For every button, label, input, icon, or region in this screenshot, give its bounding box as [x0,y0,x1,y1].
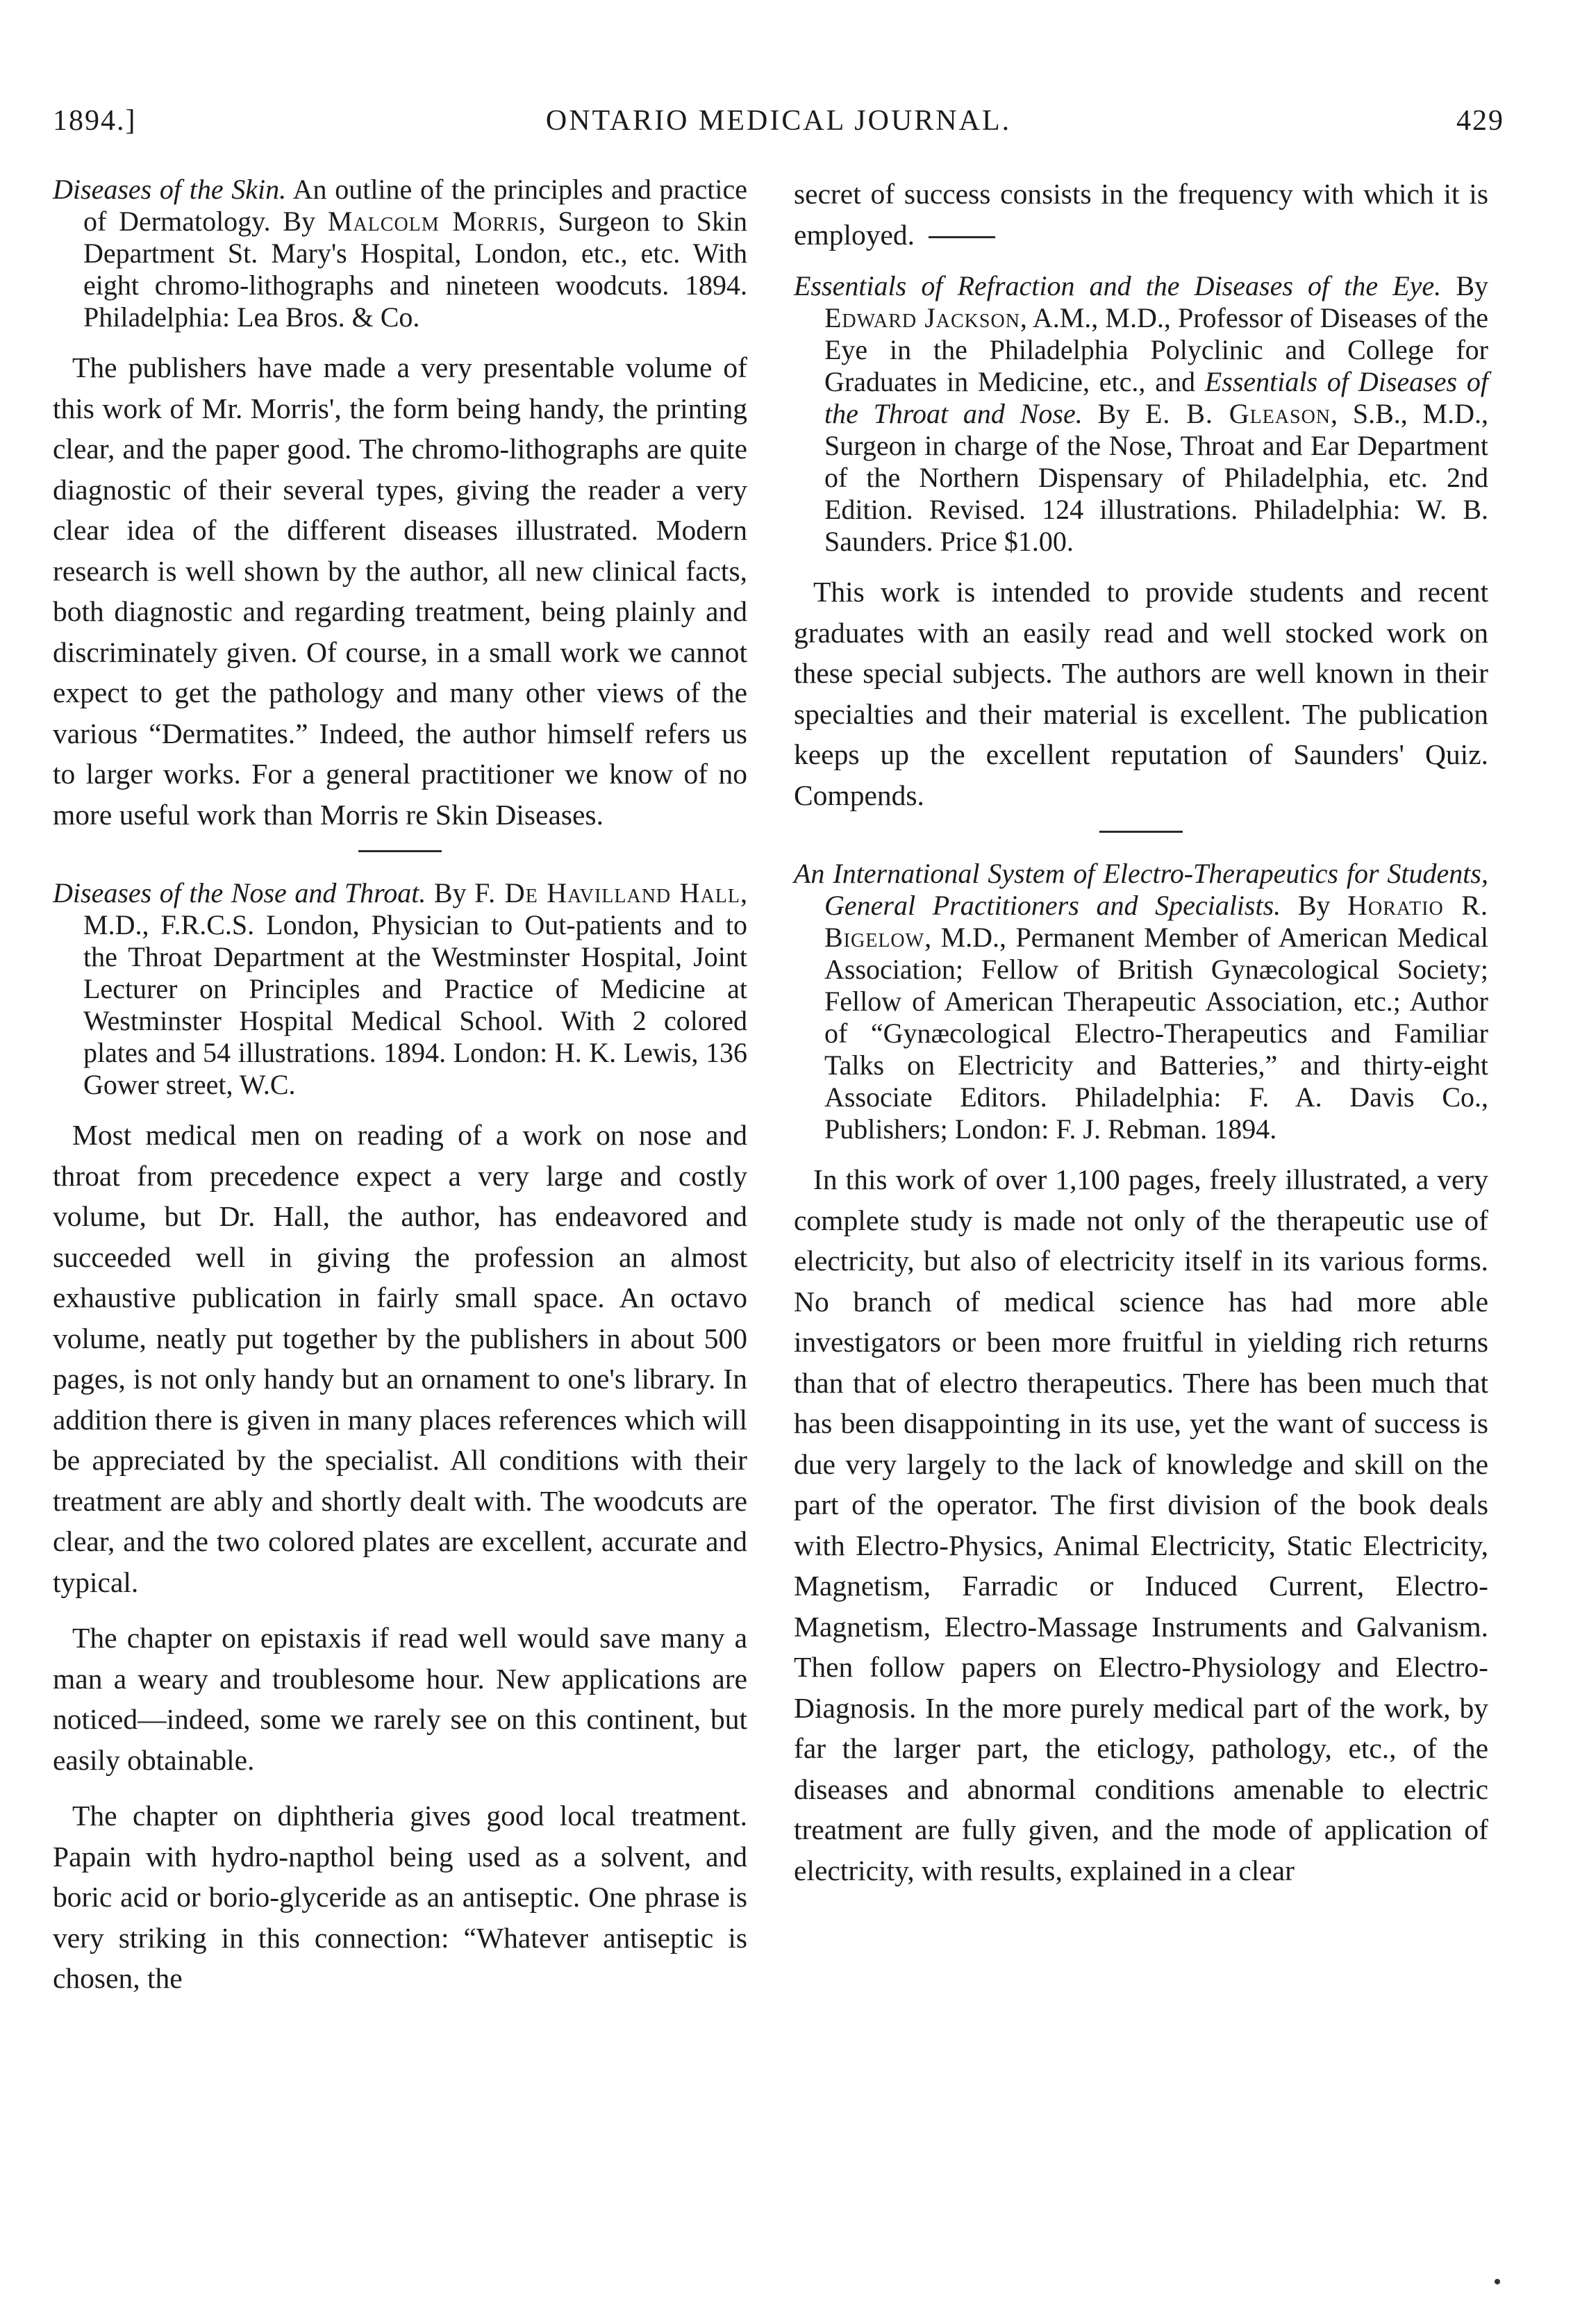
continued-text: secret of success consists in the frequency with which it is employed. [794,178,1488,251]
citation-text: , A.M., M.D., Professor of Diseases of the Eye in the Philadelphia Polyclinic and College for Graduates in Medicine, etc., and [824,302,1489,397]
citation-text: , S.B., M.D., Surgeon in charge of the Nose, Throat and Ear Department of the Northern Dispensary of Philadelphia, etc. 2nd Edition. Revised. 124 illustrations. Philadelphia: W. B. Saunders. Price $1.00. [824,398,1489,557]
review-paragraph: In this work of over 1,100 pages, freely illustrated, a very complete study is made not only of the therapeutic use of electricity, but also of electricity itself in its various forms. No branch of medical science has had more able investigators or been more fruitful in yielding rich returns than that of electro therapeutics. There has been much that has been disappointing in its use, yet the want of success is due very largely to the lack of knowledge and skill on the part of the operator. The first division of the book deals with Electro-Physics, Animal Electricity, Static Electricity, Magnetism, Farradic or Induced Current, Electro-Magnetism, Electro-Massage Instruments and Galvanism. Then follow papers on Electro-Physiology and Electro-Diagnosis. In the more purely medical part of the work, by far the larger part, the eticlogy, pathology, etc., of the diseases and abnormal conditions amenable to electric treatment are fully given, and the mode of application of electricity, with results, explained in a clear [794,1163,1488,1886]
citation-text: , M.D., F.R.C.S. London, Physician to Out-patients and to the Throat Department at the Westminster Hospital, Joint Lecturer on Principles and Practice of Medicine at Westminster Hospital Medical School. With 2 colored plates and 54 illustrations. 1894. London: H. K. Lewis, 136 Gower street, W.C. [83,877,747,1100]
review-paragraph: Most medical men on reading of a work on nose and throat from precedence expect a very large and costly volume, but Dr. Hall, the author, has endeavored and succeeded well in giving the profession an almost exhaustive publication in fairly small space. An octavo volume, neatly put together by the publishers in about 500 pages, is not only handy but an ornament to one's library. In addition there is given in many places references which will be appreciated by the specialist. All conditions with their treatment are ably and shortly dealt with. The woodcuts are clear, and the two colored plates are excellent, accurate and typical. [53,1119,747,1598]
author-name: E. B. Gleason [1145,398,1331,429]
right-column [794,174,1488,1906]
book-citation [794,858,1488,1145]
citation-text: By [1441,270,1488,301]
review-electro-therapeutics [794,858,1488,1891]
book-title: Diseases of the Skin. [53,174,287,205]
citation-text: By [1082,398,1145,429]
book-title: Diseases of the Nose and Throat. [53,877,426,908]
citation-text: By [1281,890,1348,921]
running-header [53,104,1504,153]
author-name: F. De Havilland Hall [474,877,740,908]
left-column [53,174,747,2014]
review-paragraph: The chapter on diphtheria gives good local treatment. Papain with hydro-napthol being used as a solvent, and boric acid or borio-glyceride as an antiseptic. One phrase is very striking in this connection: “Whatever antiseptic is chosen, the [53,1800,747,1994]
section-divider [929,236,995,238]
citation-text: , M.D., Permanent Member of American Medical Association; Fellow of British Gynæcological Society; Fellow of American Therapeutic Association, etc.; Author of “Gynæcological Electro-Therapeutics and Familiar Talks on Electricity and Batteries,” and thirty-eight Associate Editors. Philadelphia: F. A. Davis Co., Publishers; London: F. J. Rebman. 1894. [824,922,1488,1145]
continued-paragraph [794,174,1488,255]
citation-text: , Surgeon to Skin Department St. Mary's Hospital, London, etc., etc. With eight chromo-lithographs and nineteen woodcuts. 1894. Philadelphia: Lea Bros. & Co. [83,206,747,333]
book-citation [794,270,1488,558]
journal-title: ONTARIO MEDICAL JOURNAL. [545,105,1012,137]
section-divider [1099,831,1183,833]
citation-text: An outline of the principles and practice of Dermatology. By [83,174,747,237]
review-nose-throat [53,877,747,1999]
page-number: 429 [1456,105,1504,137]
citation-text: By [426,877,475,908]
review-skin-diseases [53,174,747,835]
review-paragraph: This work is intended to provide students and recent graduates with an easily read and well stocked work on these special subjects. The authors are well known in their specialties and their material is excellent. The publication keeps up the excellent reputation of Saunders' Quiz. Compends. [794,576,1488,811]
author-name: Edward Jackson [824,302,1020,333]
page-mark [1495,2279,1500,2284]
section-divider [358,850,442,852]
header-year: 1894.] [53,105,137,137]
author-name: Malcolm Morris [327,206,539,237]
author-name: Horatio R. Bigelow [824,890,1488,953]
book-citation [53,877,747,1101]
review-refraction-eye [794,270,1488,815]
review-paragraph: The publishers have made a very presentable volume of this work of Mr. Morris', the form being handy, the printing clear, and the paper good. The chromo-lithographs are quite diagnostic of their several types, giving the reader a very clear idea of the different diseases illustrated. Modern research is well shown by the author, all new clinical facts, both diagnostic and regarding treatment, being plainly and discriminately given. Of course, in a small work we cannot expect to get the pathology and many other views of the various “Dermatites.” Indeed, the author himself refers us to larger works. For a general practitioner we know of no more useful work than Morris re Skin Diseases. [53,351,747,831]
book-title: Essentials of Diseases of the Throat and Nose. [824,366,1488,429]
review-paragraph: The chapter on epistaxis if read well would save many a man a weary and troublesome hour. New applications are noticed—indeed, some we rarely see on this continent, but easily obtainable. [53,1622,747,1776]
book-citation [53,174,747,333]
book-title: An International System of Electro-Therapeutics for Students, General Practitioners and Specialists. [794,858,1488,921]
book-title: Essentials of Refraction and the Diseases of the Eye. [794,270,1442,301]
